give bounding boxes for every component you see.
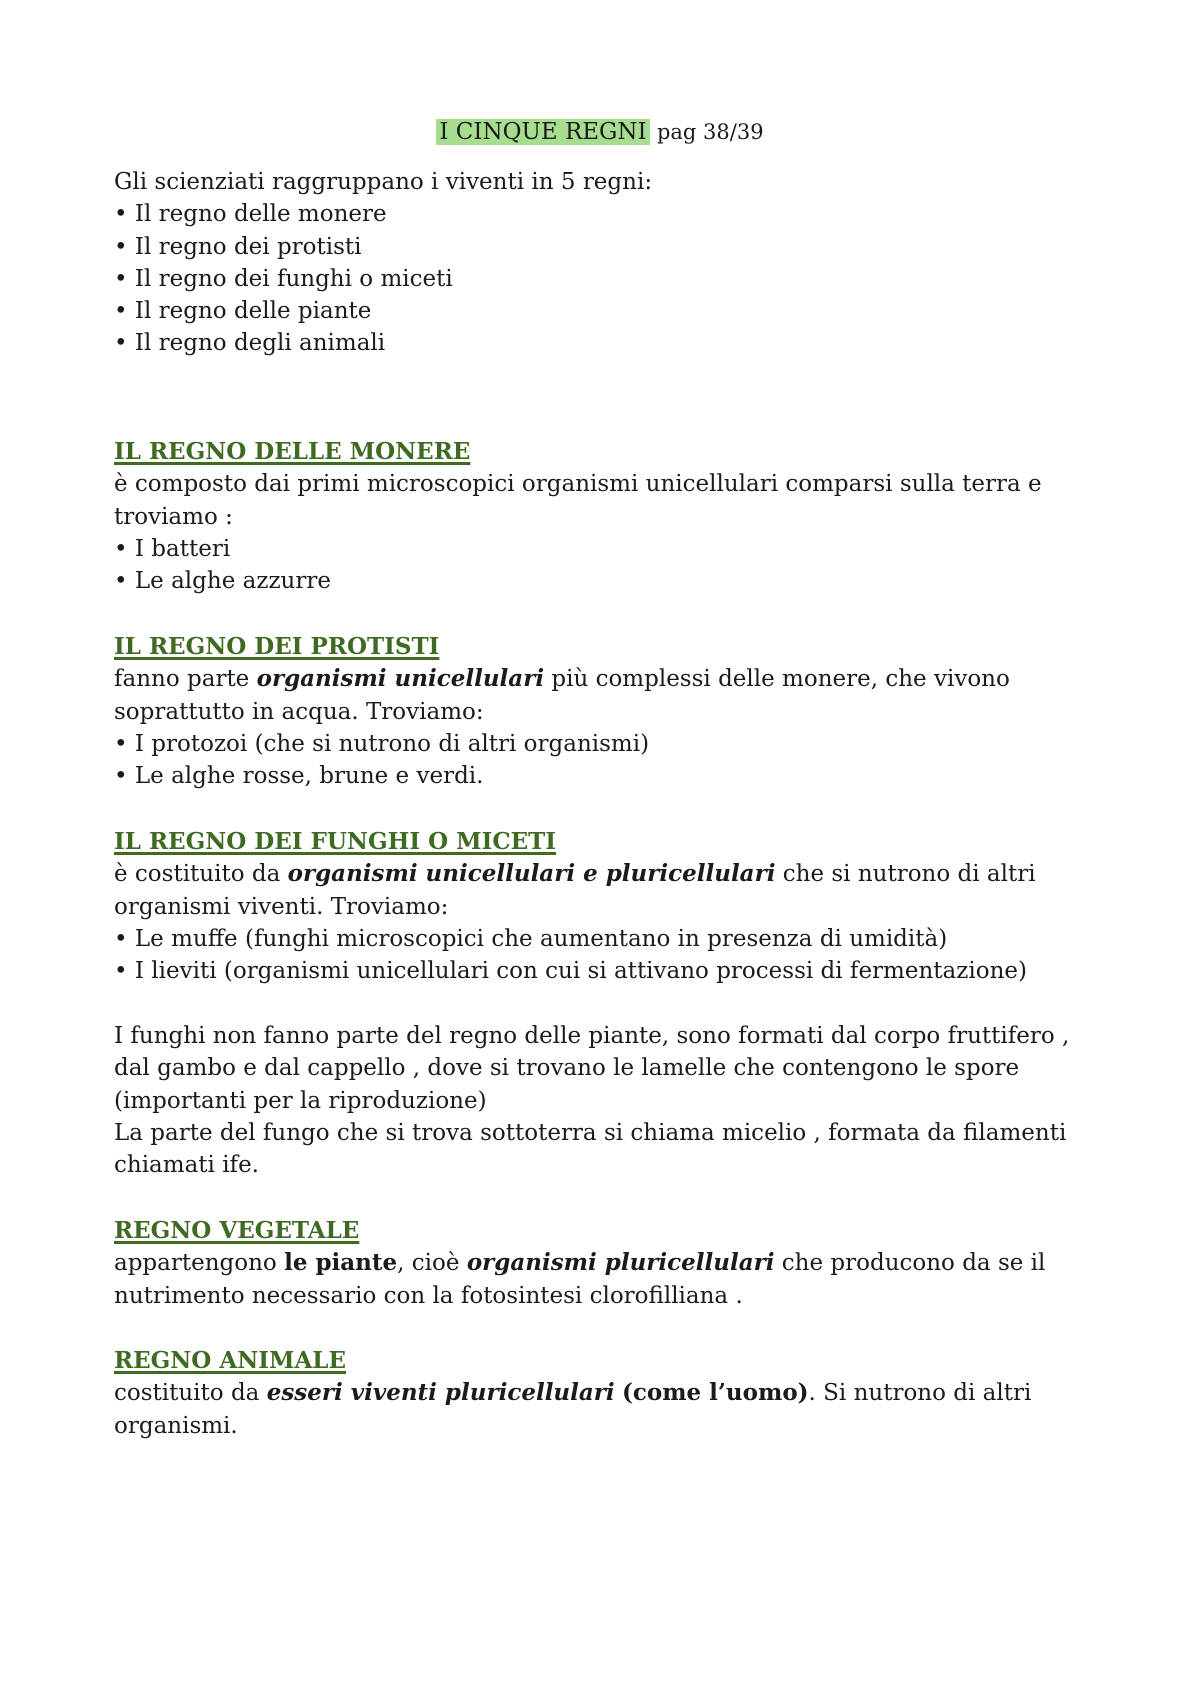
text-run: , cioè	[397, 1250, 467, 1277]
section-text	[114, 858, 1074, 923]
list-item: • Le alghe azzurre	[114, 565, 1074, 597]
section-heading: IL REGNO DEI PROTISTI	[114, 633, 440, 660]
section-funghi	[114, 826, 1074, 987]
title-highlight: I CINQUE REGNI	[436, 119, 649, 145]
section-protisti	[114, 631, 1074, 792]
section-heading: REGNO VEGETALE	[114, 1217, 360, 1244]
section-text	[114, 1247, 1074, 1312]
funghi-notes	[114, 1020, 1074, 1181]
section-text: è composto dai primi microscopici organismi unicellulari comparsi sulla terra e troviamo :	[114, 471, 1042, 530]
list-item: • Le alghe rosse, brune e verdi.	[114, 760, 1074, 792]
section-heading: IL REGNO DEI FUNGHI O MICETI	[114, 828, 557, 855]
list-item: • I lieviti (organismi unicellulari con cui si attivano processi di fermentazione)	[114, 955, 1074, 987]
section-monere	[114, 436, 1074, 597]
section-text	[114, 663, 1074, 728]
section-text	[114, 1377, 1074, 1442]
emphasis-text: organismi unicellulari	[256, 665, 545, 693]
emphasis-text: esseri viventi pluricellulari	[266, 1379, 615, 1407]
text-run: più complessi delle monere, che vivono soprattutto in acqua. Troviamo:	[114, 666, 1010, 725]
text-run: appartengono	[114, 1250, 285, 1277]
section-vegetale	[114, 1215, 1074, 1312]
paragraph: I funghi non fanno parte del regno delle piante, sono formati dal corpo fruttifero , dal gambo e dal cappello , dove si trovano le lamelle che contengono le spore (importanti per la riproduzione)	[114, 1023, 1070, 1114]
title-page-ref: pag 38/39	[656, 120, 764, 144]
list-item: • Il regno delle monere	[114, 198, 1074, 230]
paragraph: La parte del fungo che si trova sottoterra si chiama micelio , formata da filamenti chiamati ife.	[114, 1119, 1067, 1179]
text-run: fanno parte	[114, 666, 257, 693]
section-heading: IL REGNO DELLE MONERE	[114, 438, 471, 465]
emphasis-text: organismi unicellulari e pluricellulari	[287, 860, 776, 888]
bold-text: le piante	[284, 1249, 398, 1277]
section-animale	[114, 1345, 1074, 1442]
list-item: • I batteri	[114, 533, 1074, 565]
list-item: • I protozoi (che si nutrono di altri organismi)	[114, 728, 1074, 760]
list-item: • Le muffe (funghi microscopici che aumentano in presenza di umidità)	[114, 923, 1074, 955]
section-heading: REGNO ANIMALE	[114, 1347, 346, 1374]
text-run: . Si nutrono di altri organismi.	[114, 1380, 1032, 1439]
intro-section	[114, 166, 1074, 360]
document-title	[0, 116, 1200, 148]
list-item: • Il regno dei funghi o miceti	[114, 263, 1074, 295]
list-item: • Il regno degli animali	[114, 327, 1074, 359]
text-run: che producono da se il nutrimento necessario con la fotosintesi clorofilliana .	[114, 1250, 1046, 1309]
text-run: che si nutrono di altri organismi viventi. Troviamo:	[114, 861, 1036, 920]
list-item: • Il regno delle piante	[114, 295, 1074, 327]
bold-text: (come l’uomo)	[621, 1379, 809, 1407]
text-run	[615, 1380, 622, 1406]
intro-lead: Gli scienziati raggruppano i viventi in 5 regni:	[114, 169, 653, 195]
emphasis-text: organismi pluricellulari	[466, 1249, 775, 1277]
list-item: • Il regno dei protisti	[114, 231, 1074, 263]
text-run: è costituito da	[114, 861, 288, 888]
text-run: costituito da	[114, 1380, 267, 1407]
